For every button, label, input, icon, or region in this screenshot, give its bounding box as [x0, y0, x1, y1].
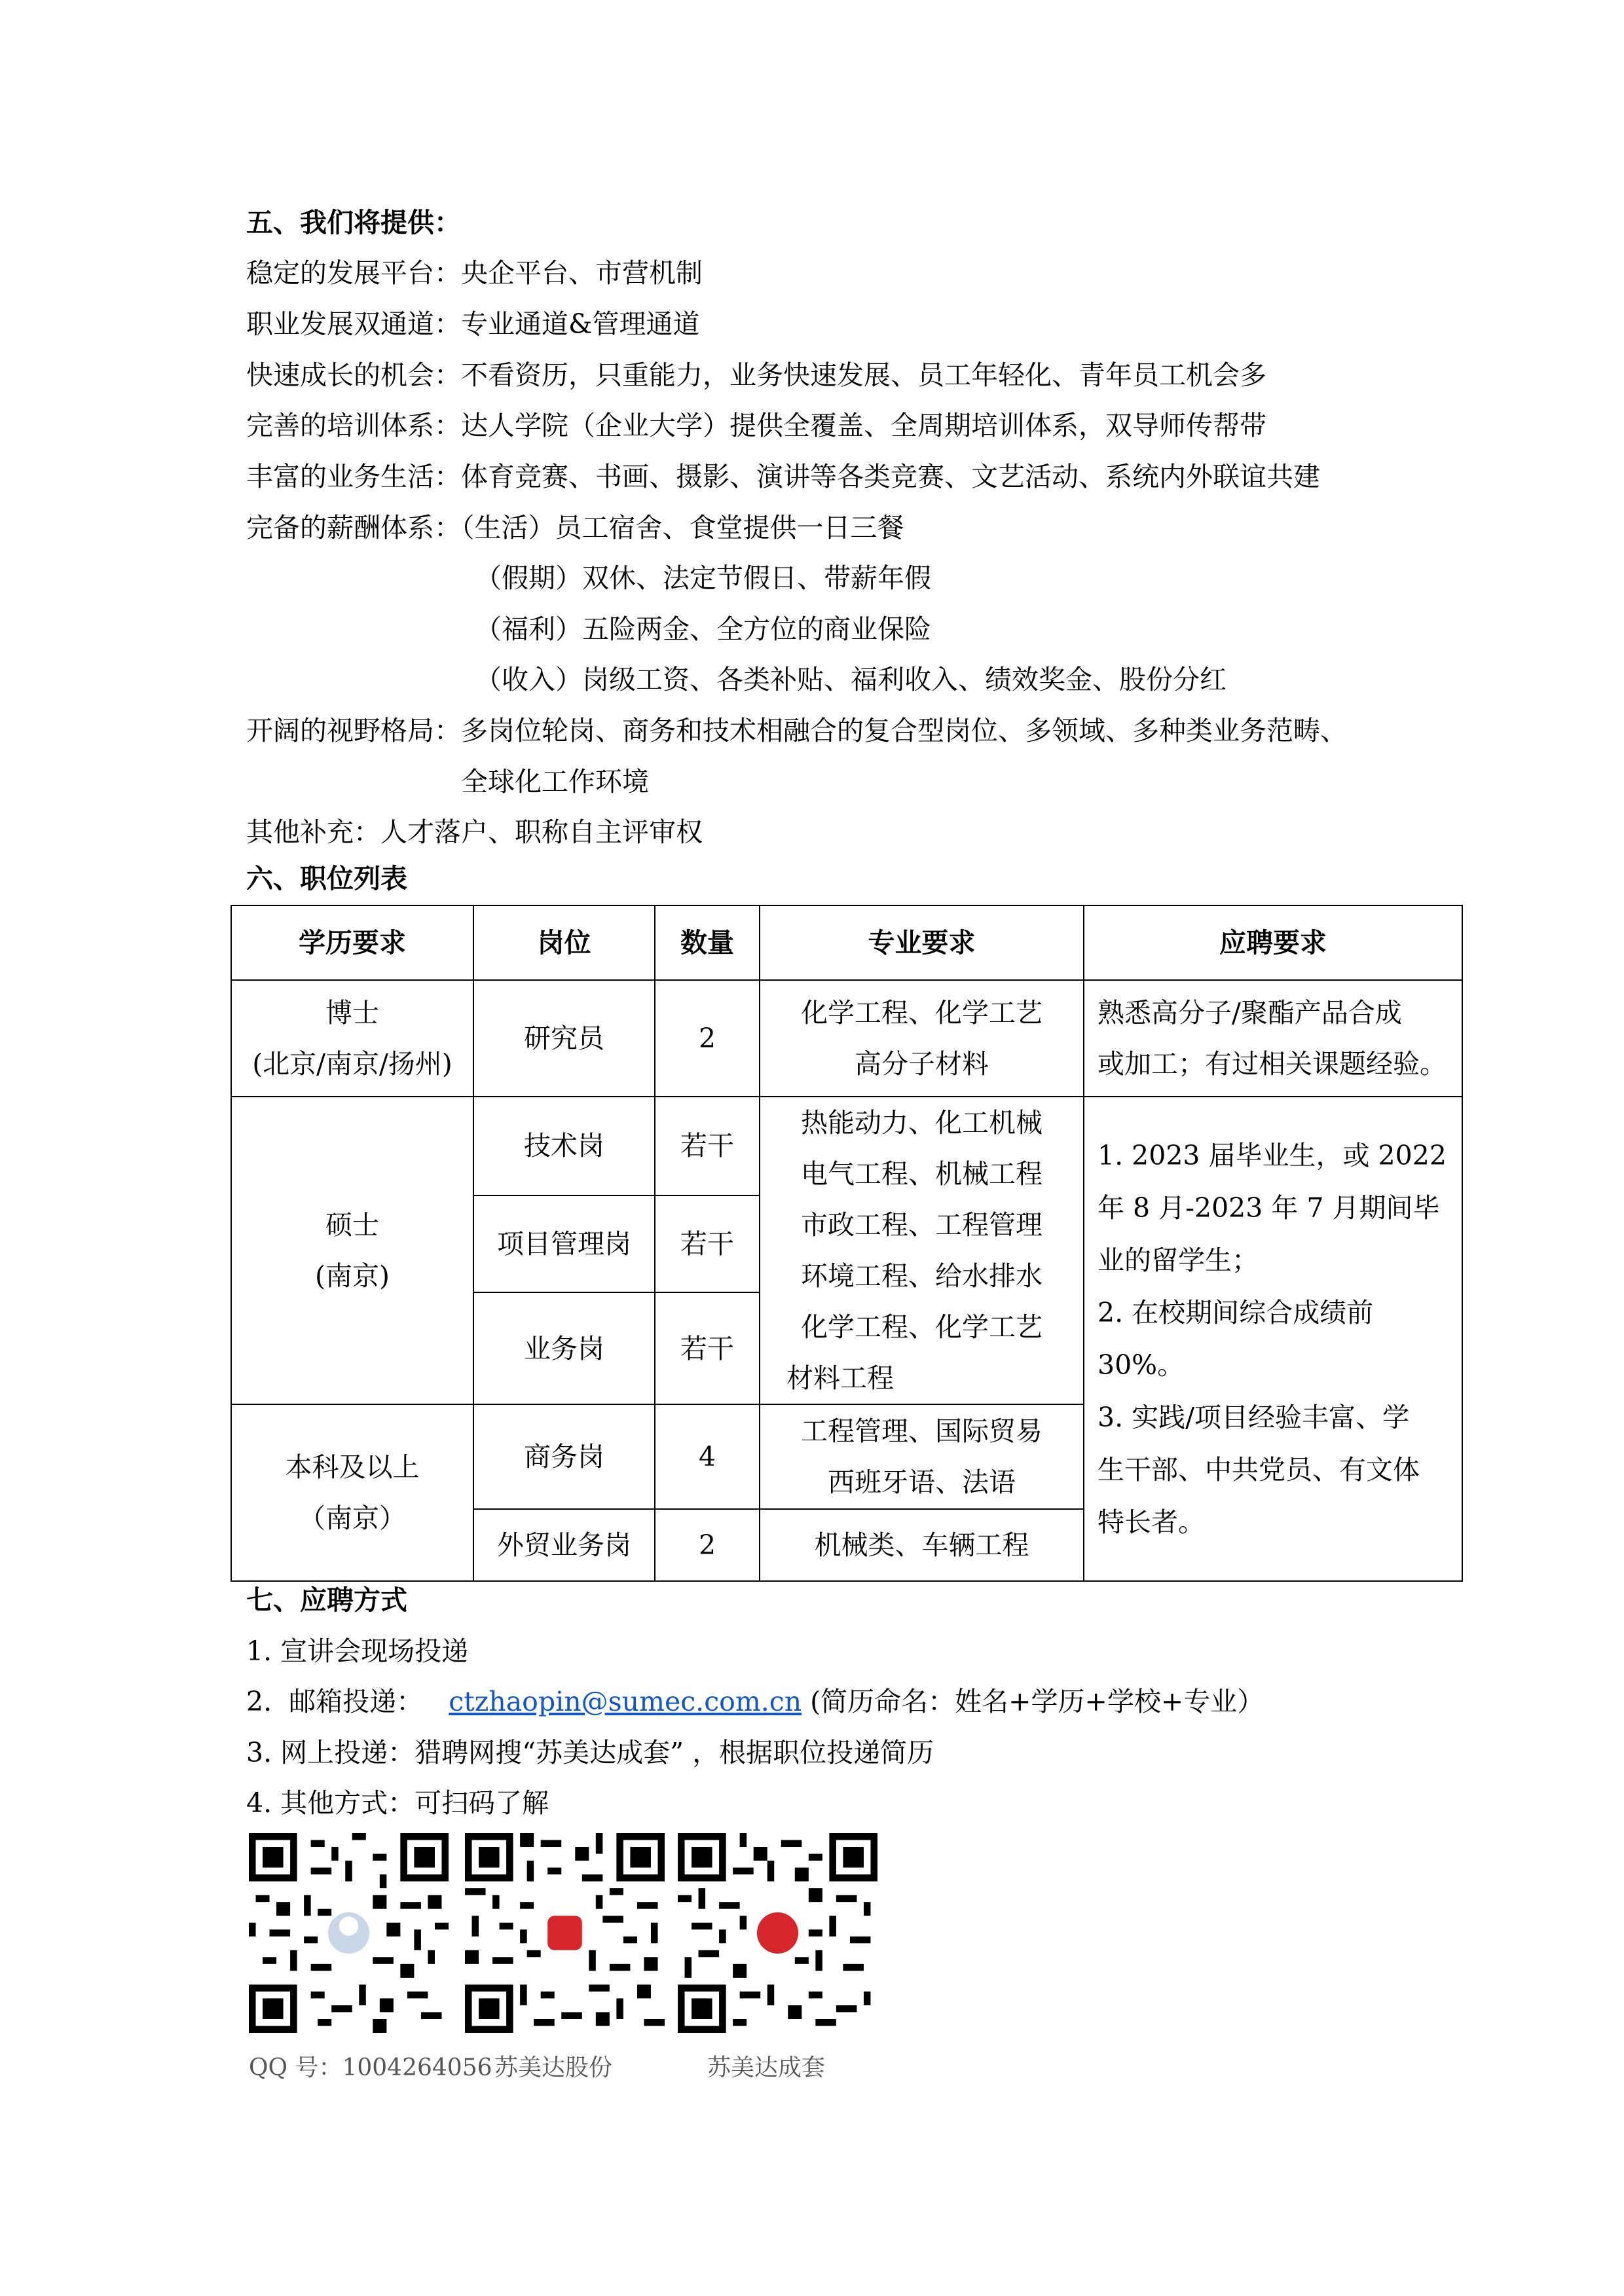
edu-location: (南京) [315, 1260, 390, 1292]
apply-method-item: 1. 宣讲会现场投递 [246, 1635, 469, 1667]
table-header-row [231, 905, 1462, 980]
requirement-text: 生干部、中共党员、有文体 [1098, 1454, 1420, 1485]
position-cell: 业务岗 [473, 1292, 655, 1404]
edu-cell [231, 1404, 473, 1581]
offer-item: 稳定的发展平台：央企平台、市营机制 [246, 257, 703, 289]
major-text: 工程管理、国际贸易 [801, 1415, 1043, 1447]
requirement-text: 1. 2023 届毕业生，或 2022 [1098, 1140, 1447, 1171]
vision-line: 开阔的视野格局：多岗位轮岗、商务和技术相融合的复合型岗位、多领域、多种类业务范畴、 [246, 715, 1347, 746]
edu-text: 博士 [325, 997, 379, 1029]
qr-caption: QQ 号：1004264056 [249, 2054, 492, 2081]
edu-cell [231, 980, 473, 1097]
qr-code-graphic [678, 1833, 877, 2033]
edu-text: 本科及以上 [285, 1451, 420, 1483]
major-text: 化学工程、化学工艺 [801, 1311, 1043, 1343]
major-text: 材料工程 [786, 1362, 894, 1394]
major-cell [760, 1404, 1084, 1509]
requirement-text: 2. 在校期间综合成绩前 30%。 [1098, 1297, 1374, 1381]
qr-code-graphic [465, 1833, 665, 2033]
requirement-cell [1084, 980, 1462, 1097]
requirement-cell [1084, 1097, 1462, 1581]
requirement-text: 特长者。 [1098, 1506, 1205, 1538]
apply-method-prefix: 2. 邮箱投递： [246, 1686, 449, 1717]
offer-item: 完善的培训体系：达人学院（企业大学）提供全覆盖、全周期培训体系，双导师传帮带 [246, 410, 1266, 441]
major-text: 电气工程、机械工程 [801, 1158, 1043, 1190]
edu-text: 硕士 [325, 1209, 379, 1241]
apply-method-item: 3. 网上投递：猎聘网搜“苏美达成套” ，根据职位投递简历 [246, 1737, 934, 1768]
requirement-text: 年 8 月-2023 年 7 月期间毕 [1098, 1192, 1440, 1224]
email-link[interactable]: ctzhaopin@sumec.com.cn [449, 1686, 802, 1717]
job-list-table [231, 905, 1463, 1582]
edu-location: (北京/南京/扬州) [252, 1048, 452, 1080]
edu-location: （南京） [299, 1503, 406, 1534]
major-text: 环境工程、给水排水 [801, 1260, 1043, 1292]
major-text: 热能动力、化工机械 [801, 1107, 1043, 1139]
major-cell: 机械类、车辆工程 [760, 1509, 1084, 1581]
qr-code-row [249, 1833, 877, 2082]
offer-item: 快速成长的机会：不看资历，只重能力，业务快速发展、员工年轻化、青年员工机会多 [246, 359, 1266, 391]
count-cell: 若干 [655, 1195, 760, 1293]
table-row [231, 1097, 1462, 1195]
qr-caption: 苏美达股份 [494, 2054, 613, 2081]
section6-heading: 六、职位列表 [246, 863, 407, 894]
major-text: 高分子材料 [855, 1048, 989, 1080]
qr-caption: 苏美达成套 [707, 2054, 826, 2081]
major-text: 市政工程、工程管理 [801, 1209, 1043, 1241]
wechat-qr-code-icon [465, 1833, 665, 2033]
qr-code-graphic [249, 1833, 449, 2033]
apply-method-item [246, 1682, 1264, 1721]
position-cell: 外贸业务岗 [473, 1509, 655, 1581]
offer-item: 职业发展双通道：专业通道&管理通道 [246, 308, 700, 340]
header-major: 专业要求 [760, 905, 1084, 980]
position-cell: 商务岗 [473, 1404, 655, 1509]
major-cell [760, 980, 1084, 1097]
major-cell [760, 1097, 1084, 1404]
position-cell: 项目管理岗 [473, 1195, 655, 1293]
requirement-text: 或加工；有过相关课题经验。 [1098, 1048, 1447, 1080]
header-position: 岗位 [473, 905, 655, 980]
salary-item: （收入）岗级工资、各类补贴、福利收入、绩效奖金、股份分红 [475, 664, 1227, 695]
salary-item: （福利）五险两金、全方位的商业保险 [475, 613, 931, 645]
position-cell: 技术岗 [473, 1097, 655, 1195]
table-row [231, 980, 1462, 1097]
edu-cell [231, 1097, 473, 1404]
offer-item: 完备的薪酬体系：（生活）员工宿舍、食堂提供一日三餐 [246, 512, 904, 543]
header-education: 学历要求 [231, 905, 473, 980]
wechat-qr-code-icon [678, 1833, 877, 2033]
position-cell: 研究员 [473, 980, 655, 1097]
apply-method-suffix: (简历命名：姓名+学历+学校+专业） [802, 1686, 1264, 1717]
salary-item: （假期）双休、法定节假日、带薪年假 [475, 562, 931, 594]
count-cell: 若干 [655, 1097, 760, 1195]
requirement-text: 熟悉高分子/聚酯产品合成 [1098, 997, 1402, 1029]
major-text: 西班牙语、法语 [828, 1467, 1016, 1498]
vision-line-continued: 全球化工作环境 [461, 766, 649, 797]
count-cell: 2 [655, 980, 760, 1097]
other-supplement: 其他补充：人才落户、职称自主评审权 [246, 816, 703, 848]
count-cell: 2 [655, 1509, 760, 1581]
requirement-text: 业的留学生； [1098, 1245, 1259, 1276]
major-text: 化学工程、化学工艺 [801, 997, 1043, 1029]
header-count: 数量 [655, 905, 760, 980]
apply-method-item: 4. 其他方式：可扫码了解 [246, 1787, 549, 1819]
header-requirement: 应聘要求 [1084, 905, 1462, 980]
offer-item: 丰富的业务生活：体育竞赛、书画、摄影、演讲等各类竞赛、文艺活动、系统内外联谊共建 [246, 461, 1320, 492]
requirement-text: 3. 实践/项目经验丰富、学 [1098, 1402, 1409, 1433]
section7-heading: 七、应聘方式 [246, 1584, 407, 1616]
qq-qr-code-icon [249, 1833, 449, 2033]
section5-heading: 五、我们将提供： [246, 207, 461, 238]
count-cell: 4 [655, 1404, 760, 1509]
count-cell: 若干 [655, 1292, 760, 1404]
